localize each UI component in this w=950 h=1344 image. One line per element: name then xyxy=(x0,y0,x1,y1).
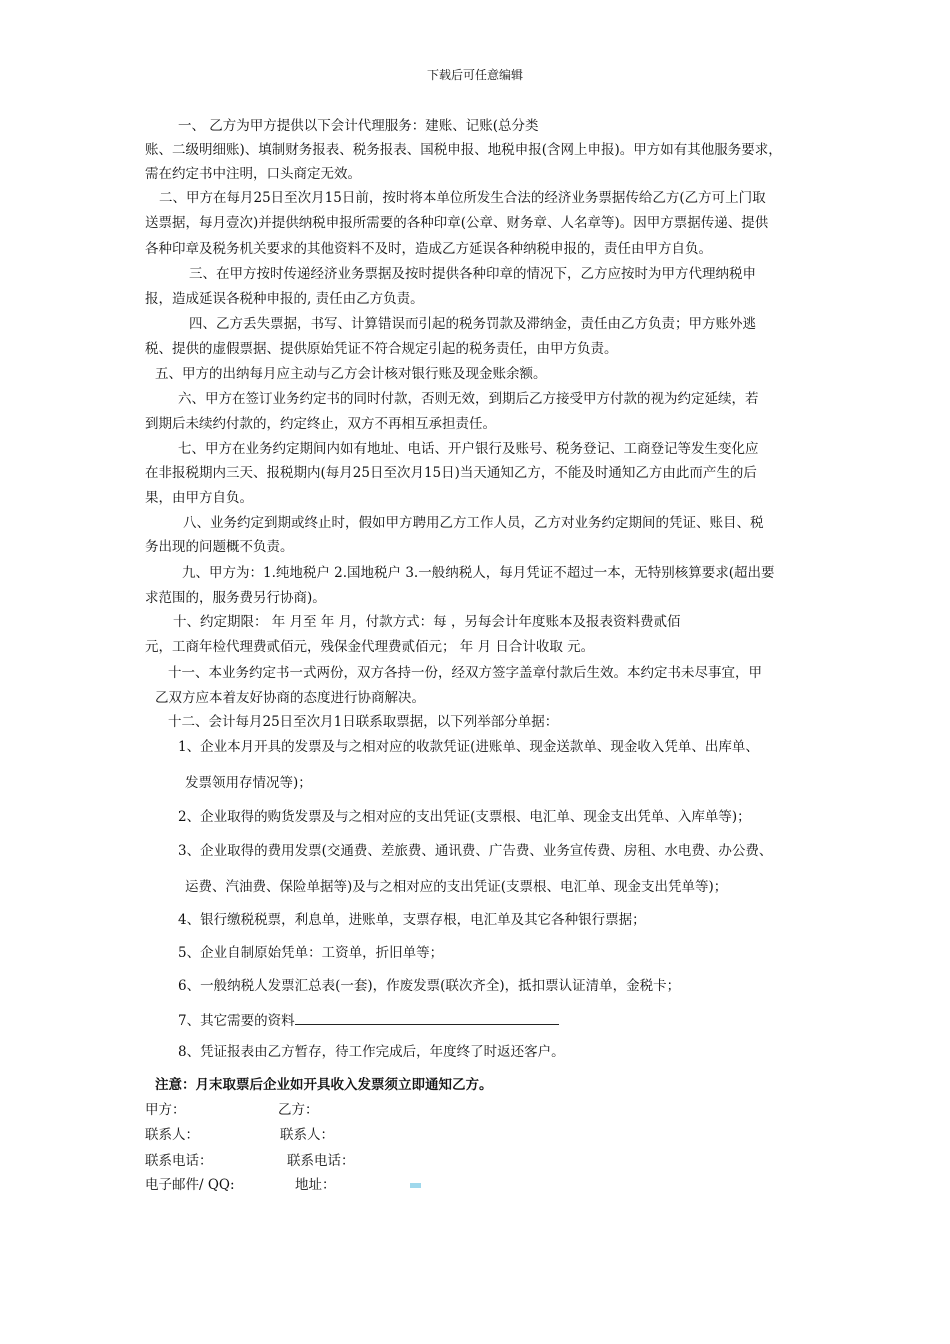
list-item-1-line-1: 1、企业本月开具的发票及与之相对应的收款凭证(进账单、现金送款单、现金收入凭单、出库单、 xyxy=(178,739,759,755)
clause-8-line-2: 务出现的问题概不负责。 xyxy=(145,539,294,555)
clause-9-line-1: 九、甲方为：1.纯地税户 2.国地税户 3.一般纳税人，每月凭证不超过一本，无特别核算要求(超出要 xyxy=(182,565,775,581)
notice-line: 注意：月末取票后企业如开具收入发票须立即通知乙方。 xyxy=(155,1077,493,1093)
clause-12-line-1: 十二、会计每月25日至次月1日联系取票据，以下列举部分单据： xyxy=(168,714,559,730)
clause-7-line-3: 果，由甲方自负。 xyxy=(145,490,253,506)
list-item-3-line-2: 运费、汽油费、保险单据等)及与之相对应的支出凭证(支票根、电汇单、现金支出凭单等)； xyxy=(185,879,728,895)
address-b-label: 地址： xyxy=(295,1177,336,1193)
clause-4-line-2: 税、提供的虚假票据、提供原始凭证不符合规定引起的税务责任，由甲方负责。 xyxy=(145,341,618,357)
list-item-4: 4、银行缴税税票，利息单，进账单，支票存根，电汇单及其它各种银行票据； xyxy=(178,912,646,928)
list-item-2: 2、企业取得的购货发票及与之相对应的支出凭证(支票根、电汇单、现金支出凭单、入库单等)； xyxy=(178,809,751,825)
list-item-7 xyxy=(178,1010,559,1030)
party-a-label: 甲方： xyxy=(145,1102,186,1118)
clause-7-line-1: 七、甲方在业务约定期间内如有地址、电话、开户银行及账号、税务登记、工商登记等发生变化应 xyxy=(178,441,759,457)
clause-4-line-1: 四、乙方丢失票据，书写、计算错误而引起的税务罚款及滞纳金，责任由乙方负责；甲方账外逃 xyxy=(189,316,756,332)
clause-9-line-2: 求范围的，服务费另行协商)。 xyxy=(145,590,326,606)
page-header: 下载后可任意编辑 xyxy=(426,68,523,82)
clause-2-line-1: 二、甲方在每月25日至次月15日前，按时将本单位所发生合法的经济业务票据传给乙方(乙方可上门取 xyxy=(159,190,766,206)
highlight-mark xyxy=(410,1183,421,1188)
clause-11-line-1: 十一、本业务约定书一式两份，双方各持一份，经双方签字盖章付款后生效。本约定书未尽事宜，甲 xyxy=(168,665,762,681)
contact-b-label: 联系人： xyxy=(280,1127,334,1143)
clause-2-line-2: 送票据，每月壹次)并提供纳税申报所需要的各种印章(公章、财务章、人名章等)。因甲方票据传递、提供 xyxy=(145,215,769,231)
list-item-8: 8、凭证报表由乙方暂存，待工作完成后，年度终了时返还客户。 xyxy=(178,1044,565,1060)
party-b-label: 乙方： xyxy=(278,1102,319,1118)
clause-11-line-2: 乙双方应本着友好协商的态度进行协商解决。 xyxy=(155,690,425,706)
clause-10-line-1: 十、约定期限： 年 月至 年 月，付款方式：每 ，另每会计年度账本及报表资料费贰佰 xyxy=(173,614,681,630)
clause-1-line-1: 一、 乙方为甲方提供以下会计代理服务：建账、记账(总分类 xyxy=(178,118,539,134)
clause-6-line-2: 到期后未续约付款的，约定终止，双方不再相互承担责任。 xyxy=(145,416,496,432)
contact-a-label: 联系人： xyxy=(145,1127,199,1143)
list-item-6: 6、一般纳税人发票汇总表(一套)，作废发票(联次齐全)，抵扣票认证清单，金税卡； xyxy=(178,978,681,994)
fill-in-blank xyxy=(295,1010,559,1025)
clause-1-line-3: 需在约定书中注明，口头商定无效。 xyxy=(145,166,361,182)
clause-3-line-2: 报，造成延误各税种申报的, 责任由乙方负责。 xyxy=(145,291,424,307)
email-a-label: 电子邮件/ QQ: xyxy=(145,1177,235,1193)
phone-b-label: 联系电话： xyxy=(287,1153,355,1169)
list-item-1-line-2: 发票领用存情况等)； xyxy=(185,775,312,791)
clause-5-line-1: 五、甲方的出纳每月应主动与乙方会计核对银行账及现金账余额。 xyxy=(155,366,547,382)
clause-2-line-3: 各种印章及税务机关要求的其他资料不及时，造成乙方延误各种纳税申报的，责任由甲方自负。 xyxy=(145,241,712,257)
clause-7-line-2: 在非报税期内三天、报税期内(每月25日至次月15日)当天通知乙方，不能及时通知乙方由此而产生的后 xyxy=(145,465,757,481)
clause-10-line-2: 元，工商年检代理费贰佰元，残保金代理费贰佰元； 年 月 日合计收取 元。 xyxy=(145,639,595,655)
phone-a-label: 联系电话： xyxy=(145,1153,213,1169)
clause-8-line-1: 八、业务约定到期或终止时，假如甲方聘用乙方工作人员，乙方对业务约定期间的凭证、账目、税 xyxy=(183,515,764,531)
clause-3-line-1: 三、在甲方按时传递经济业务票据及按时提供各种印章的情况下，乙方应按时为甲方代理纳税申 xyxy=(189,266,756,282)
list-item-7-label: 7、其它需要的资料 xyxy=(178,1013,295,1029)
list-item-5: 5、企业自制原始凭单：工资单，折旧单等； xyxy=(178,945,444,961)
clause-1-line-2: 账、二级明细账)、填制财务报表、税务报表、国税申报、地税申报(含网上申报)。甲方如有其他服务要求， xyxy=(145,142,782,158)
list-item-3-line-1: 3、企业取得的费用发票(交通费、差旅费、通讯费、广告费、业务宣传费、房租、水电费、办公费、 xyxy=(178,843,773,859)
clause-6-line-1: 六、甲方在签订业务约定书的同时付款，否则无效，到期后乙方接受甲方付款的视为约定延续，若 xyxy=(178,391,759,407)
